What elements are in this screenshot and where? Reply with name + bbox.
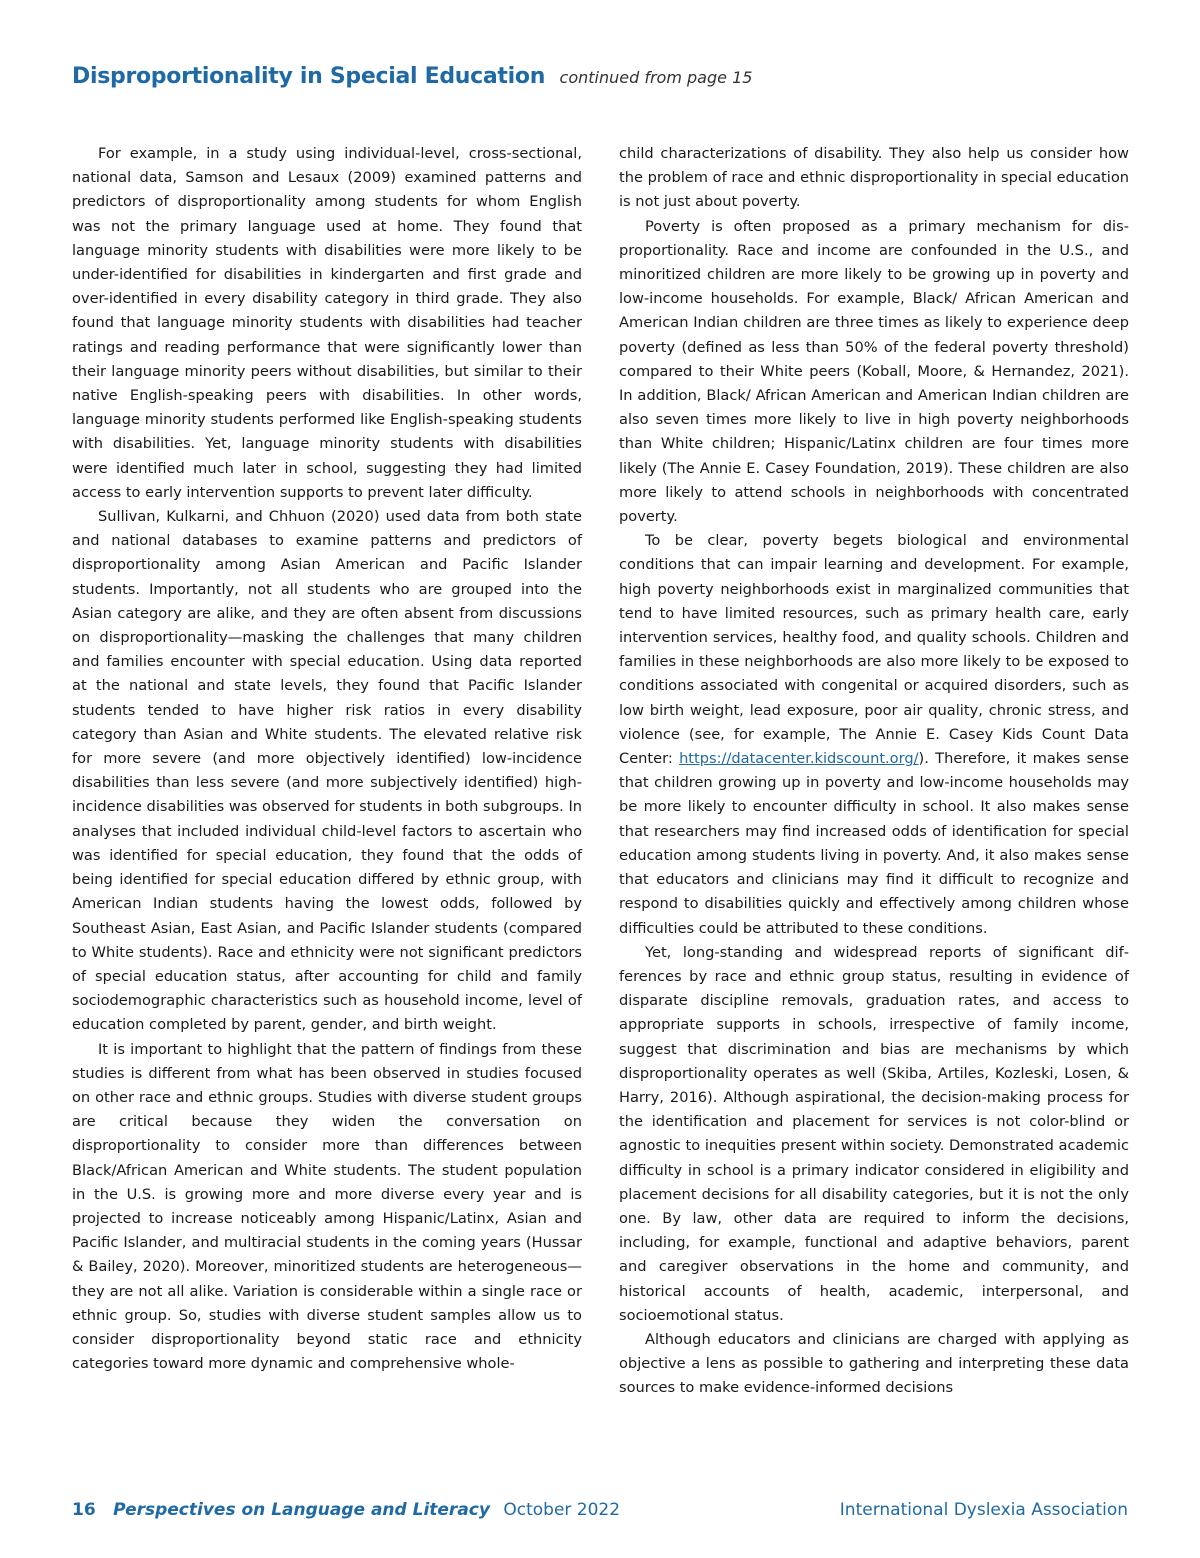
kidscount-link[interactable]: https://datacenter.kidscount.org/ [679, 750, 919, 768]
right-column [619, 142, 1129, 1401]
paragraph: For example, in a study using individual-level, cross-sectional, national data, Samson and Lesaux (2009) examined patterns and predictors of disproportionality among students for whom English was not the primary language used at home. They found that language minority students with disabilities were more likely to be under-identified for disabilities in kindergarten and first grade and over-identified in every disability category in third grade. They also found that language minority students with disabilities had teacher ratings and reading performance that were significantly lower than their language minority peers without disabilities, but similar to their native English-speaking peers with disabilities. In other words, language minority students performed like English-speaking students with disabilities. Yet, language minority students with disabilities were identified much later in school, suggesting they had limited access to early intervention supports to prevent later difficulty. [72, 145, 582, 501]
paragraph-with-link [619, 529, 1129, 940]
organization-name: International Dyslexia Association [839, 1500, 1128, 1520]
paragraph-text: To be clear, poverty begets biological and environmental conditions that can impair learning and development. For example, high poverty neighborhoods exist in marginalized communities that tend to have limited resources, such as primary health care, early intervention services, healthy food, and quality schools. Children and families in these neighborhoods are also more likely to be exposed to conditions associated with congenital or acquired disorders, such as low birth weight, lead exposure, poor air quality, chronic stress, and violence (see, for example, The Annie E. Casey Kids Count Data Center: [619, 532, 1129, 768]
left-column [72, 142, 582, 1376]
paragraph: It is important to highlight that the pattern of findings from these studies is different from what has been observed in studies focused on other race and ethnic groups. Studies with diverse student groups are critical because they widen the conversation on disproportionality to consider more than differences between Black/African American and White students. The student population in the U.S. is growing more and more diverse every year and is projected to increase noticeably among Hispanic/Latinx, Asian and Pacific Islander, and multiracial students in the coming years (Hussar & Bailey, 2020). Moreover, minoritized students are heterogeneous—they are not all alike. Variation is considerable within a single race or ethnic group. So, studies with diverse student samples allow us to consider disproportionality beyond static race and ethnicity categories toward more dynamic and comprehensive whole- [72, 1040, 582, 1373]
publication-name: Perspectives on Language and Literacy [113, 1500, 490, 1520]
paragraph-continuation: child characterizations of disability. They also help us consider how the problem of race and ethnic disproportionality in special education is not just about poverty. [619, 145, 1129, 211]
page-header [72, 64, 752, 89]
paragraph: Sullivan, Kulkarni, and Chhuon (2020) used data from both state and national databases to examine patterns and predictors of disproportionality among Asian American and Pacific Islander students. Importantly, not all students who are grouped into the Asian category are alike, and they are often absent from discussions on disproportionality—masking the challenges that many children and families encounter with special education. Using data reported at the national and state levels, they found that Pacific Islander students tended to have higher risk ratios in every disability category than Asian and White students. The elevated relative risk for more severe (and more objectively identified) low-incidence disabilities than less severe (and more subjectively identified) high-incidence disabilities was observed for students in both subgroups. In analyses that included individual child-level factors to ascertain who was identified for special education, they found that the odds of being identified for special education differed by ethnic group, with American Indian students having the lowest odds, followed by Southeast Asian, East Asian, and Pacific Islander students (compared to White students). Race and ethnicity were not significant predictors of special education status, after accounting for child and family sociodemographic characteristics such as household income, level of education completed by parent, gender, and birth weight. [72, 508, 582, 1034]
paragraph: Although educators and clinicians are charged with applying as objective a lens as possible to gathering and interpreting these data sources to make evidence-informed decisions [619, 1330, 1129, 1397]
paragraph-text: ). Therefore, it makes sense that children growing up in poverty and low-income households may be more likely to encounter difficulty in school. It also makes sense that researchers may find increased odds of identification for special education among students living in poverty. And, it also makes sense that educators and clinicians may find it difficult to recognize and respond to disabilities quickly and effectively among children whose difficulties could be attributed to these conditions. [619, 750, 1129, 937]
continued-note: continued from page 15 [559, 68, 753, 87]
paragraph: Yet, long-standing and widespread reports of significant differences by race and ethnic group status, resulting in evidence of disparate discipline removals, graduation rates, and access to appropriate supports in schools, irrespective of family income, suggest that discrimination and bias are mechanisms by which disproportionality operates as well (Skiba, Artiles, Kozleski, Losen, & Harry, 2016). Although aspirational, the decision-making process for the identification and placement for services is not color-blind or agnostic to inequities present within society. Demonstrated academic difficulty in school is a primary indicator considered in eligibility and placement decisions for all disability categories, but it is not the only one. By law, other data are required to inform the decisions, including, for example, functional and adaptive behaviors, parent and caregiver observations in the home and community, and historical accounts of health, academic, interpersonal, and socioemotional status. [619, 943, 1129, 1324]
issue-date: October 2022 [503, 1500, 621, 1520]
page-number: 16 [72, 1500, 96, 1520]
paragraph: Poverty is often proposed as a primary mechanism for disproportionality. Race and income are confounded in the U.S., and minoritized children are more likely to be growing up in poverty and low-income households. For example, Black/ African American and American Indian children are three times as likely to experience deep poverty (defined as less than 50% of the federal poverty threshold) compared to their White peers (Koball, Moore, & Hernandez, 2021). In addition, Black/ African American and American Indian children are also seven times more likely to live in high poverty neighborhoods than White children; Hispanic/Latinx children are four times more likely (The Annie E. Casey Foundation, 2019). These children are also more likely to attend schools in neighborhoods with concentrated poverty. [619, 217, 1129, 526]
page-footer [72, 1500, 1128, 1526]
article-title: Disproportionality in Special Education [72, 64, 546, 89]
